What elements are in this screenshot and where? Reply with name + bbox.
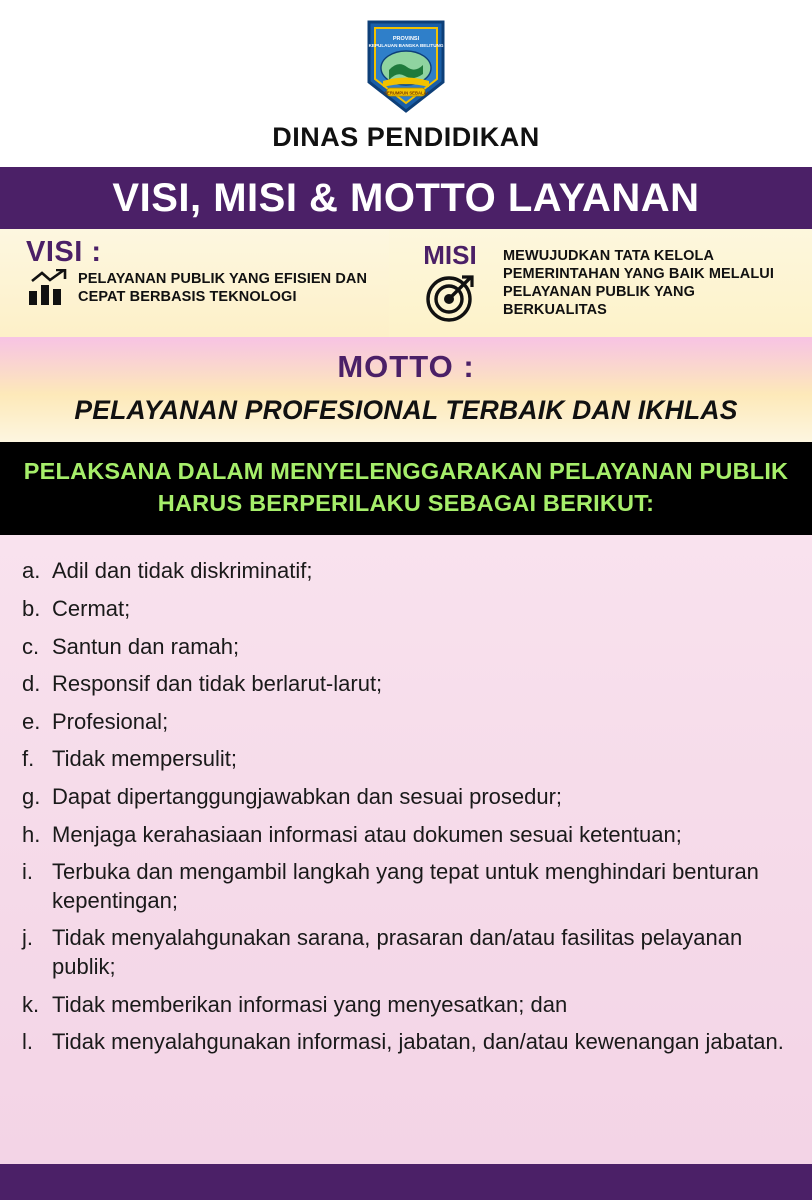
list-text: Adil dan tidak diskriminatif; [52, 558, 313, 584]
visi-section [0, 229, 389, 337]
svg-text:PROVINSI: PROVINSI [392, 36, 420, 42]
list-text: Tidak menyalahgunakan sarana, prasaran dan/atau fasilitas pelayanan publik; [52, 925, 743, 979]
list-text: Terbuka dan mengambil langkah yang tepat untuk menghindari benturan kepentingan; [52, 859, 759, 913]
list-text: Tidak menyalahgunakan informasi, jabatan, dan/atau kewenangan jabatan. [52, 1029, 784, 1055]
svg-text:KEPULAUAN BANGKA BELITUNG: KEPULAUAN BANGKA BELITUNG [368, 43, 444, 48]
list-marker: i. [22, 859, 33, 885]
motto-text: PELAYANAN PROFESIONAL TERBAIK DAN IKHLAS [74, 395, 738, 425]
target-arrow-icon [424, 272, 476, 324]
conduct-list [0, 535, 812, 1164]
list-item [22, 557, 790, 586]
list-item [22, 708, 790, 737]
list-marker: j. [22, 925, 33, 951]
list-text: Tidak mempersulit; [52, 746, 238, 772]
misi-section [389, 229, 812, 337]
list-item [22, 821, 790, 850]
visi-misi-row [0, 229, 812, 337]
misi-label: MISI [423, 240, 477, 270]
visi-body [26, 269, 375, 307]
list-marker: h. [22, 821, 41, 847]
page-title: DINAS PENDIDIKAN [272, 122, 540, 152]
list-text: Dapat dipertanggungjawabkan dan sesuai prosedur; [52, 784, 563, 809]
list-marker: d. [22, 671, 41, 697]
svg-text:SERUMPUN SEBALAI: SERUMPUN SEBALAI [384, 90, 428, 96]
list-item [22, 595, 790, 624]
list-item [22, 633, 790, 662]
list-text: Santun dan ramah; [52, 633, 240, 659]
bar-chart-growth-icon [26, 269, 68, 307]
motto-label: MOTTO : [337, 349, 475, 384]
conduct-heading-strip [0, 442, 812, 535]
conduct-heading: PELAKSANA DALAM MENYELENGGARAKAN PELAYANAN PUBLIK HARUS BERPERILAKU SEBAGAI BERIKUT: [23, 458, 789, 516]
list-marker: e. [22, 708, 41, 734]
list-text: Menjaga kerahasiaan informasi atau dokumen sesuai ketentuan; [52, 821, 682, 847]
header [0, 0, 812, 167]
list-marker: a. [22, 558, 41, 584]
list-item [22, 858, 790, 915]
motto-section [0, 337, 812, 442]
provinsi-kepulauan-bangka-belitung-emblem-icon [363, 18, 449, 114]
list-item [22, 783, 790, 812]
banner [0, 167, 812, 229]
list-marker: l. [22, 1029, 33, 1055]
list-marker: g. [22, 784, 41, 809]
misi-left [403, 242, 497, 324]
list-text: Cermat; [52, 596, 131, 622]
list-item [22, 991, 790, 1020]
visi-label: VISI : [26, 236, 102, 268]
list-marker: k. [22, 991, 40, 1017]
list-item [22, 745, 790, 774]
logo-wrap [0, 18, 812, 114]
list-marker: b. [22, 596, 41, 622]
banner-title: VISI, MISI & MOTTO LAYANAN [112, 176, 700, 220]
list-item [22, 1028, 790, 1057]
footer-bar [0, 1164, 812, 1200]
list-text: Tidak memberikan informasi yang menyesatkan; dan [52, 991, 568, 1017]
list-text: Profesional; [52, 708, 169, 734]
misi-text: MEWUJUDKAN TATA KELOLA PEMERINTAHAN YANG BAIK MELALUI PELAYANAN PUBLIK YANG BERKUALITAS [503, 247, 774, 319]
list-marker: f. [22, 746, 35, 772]
visi-text: PELAYANAN PUBLIK YANG EFISIEN DAN CEPAT BERBASIS TEKNOLOGI [78, 271, 368, 306]
list-text: Responsif dan tidak berlarut-larut; [52, 671, 383, 697]
list-marker: c. [22, 633, 40, 659]
list-item [22, 924, 790, 981]
list-item [22, 670, 790, 699]
